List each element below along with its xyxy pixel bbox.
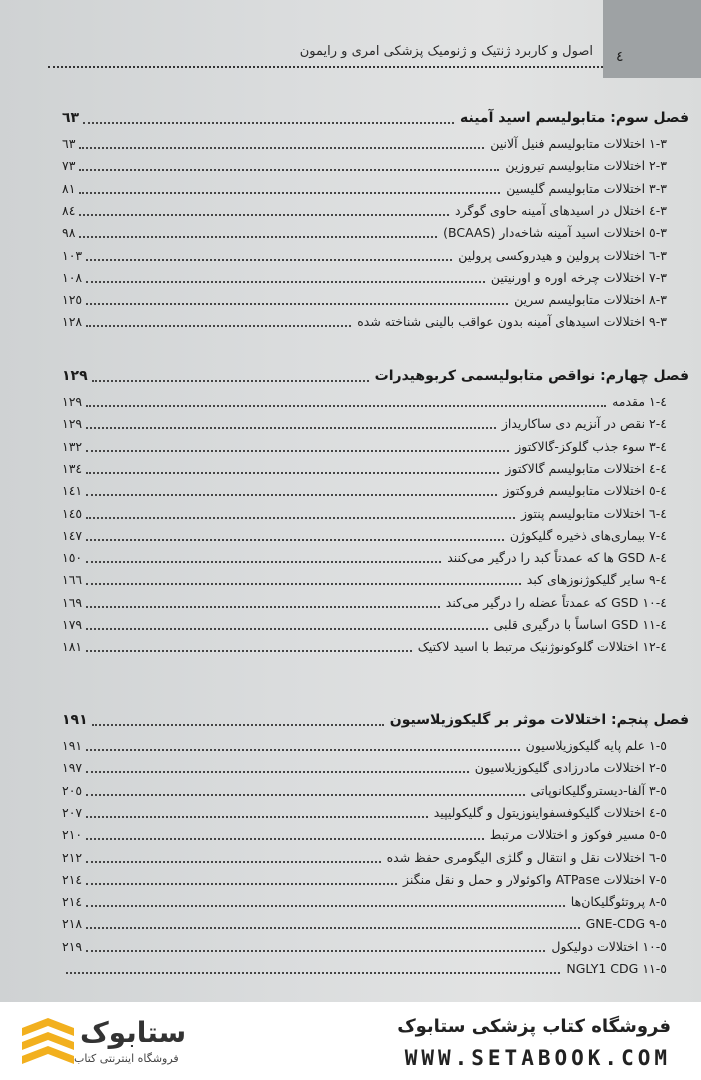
dot-leader: [86, 606, 440, 608]
toc-entry-title: ٤-٩ سایر گلیکوژنوزهای کبد: [526, 572, 667, 588]
toc-entry-title: ٥-٨ پروتئوگلیکان‌ها: [570, 894, 667, 910]
toc-entry[interactable]: [62, 617, 667, 637]
toc-entry[interactable]: [62, 916, 667, 936]
toc-entry-title: ٥-٧ اختلالات ATPase واکوئولار و حمل و نقل منگنز: [403, 871, 667, 887]
toc-entry-title: ٣-٢ اختلالات متابولیسم تیروزین: [505, 158, 667, 174]
toc-entry-title: ٣-٤ اختلال در اسیدهای آمینه حاوی گوگرد: [455, 202, 667, 218]
toc-entry-title: ٣-٥ اختلالات اسید آمینه شاخه‌دار (BCAAS): [443, 225, 667, 241]
dot-leader: [86, 281, 485, 283]
chapter-title: فصل پنجم: اختلالات موثر بر گلیکوزیلاسیون: [389, 712, 689, 728]
dot-leader: [86, 583, 521, 585]
dot-leader: [86, 861, 381, 863]
toc-entry-page: ١٦٩: [62, 594, 83, 610]
book-logo-icon: [18, 1014, 78, 1070]
toc-entry-page: ١٠٨: [62, 269, 83, 285]
toc-entry[interactable]: [62, 528, 667, 548]
dot-leader: [86, 650, 412, 652]
dot-leader: [86, 405, 606, 407]
toc-entry-page: ١٦٦: [62, 572, 83, 588]
toc-entry-page: ١٤٧: [62, 527, 83, 543]
toc-entry[interactable]: [62, 939, 667, 959]
toc-entry-title: ٤-١ مقدمه: [612, 394, 667, 409]
toc-entry-title: ٥-٦ اختلالات نقل و انتقال و گلژی الیگومری حفظ شده: [386, 849, 667, 865]
dot-leader: [86, 427, 496, 429]
dot-leader: [86, 749, 520, 751]
dot-leader: [86, 325, 351, 327]
dot-leader: [79, 236, 437, 238]
toc-entry-page: ٢١٩: [62, 938, 83, 954]
toc-entry-page: ١٧٩: [62, 617, 83, 632]
dot-leader: [86, 838, 484, 840]
toc-entry[interactable]: [62, 248, 667, 268]
toc-entry[interactable]: [62, 850, 667, 870]
dot-leader: [86, 905, 565, 907]
toc-entry-page: ١٣٢: [62, 438, 83, 454]
toc-entry-title: ٥-٥ مسیر فوکوز و اختلالات مرتبط: [489, 827, 667, 843]
toc-entry-page: ١٤٥: [62, 505, 83, 521]
logo-wordmark: ستابوک: [80, 1016, 187, 1049]
dot-leader: [86, 927, 580, 929]
toc-entry[interactable]: [62, 961, 667, 981]
footer-banner: [0, 1002, 701, 1080]
toc-entry[interactable]: [62, 439, 667, 459]
dot-leader: [86, 950, 545, 952]
dot-leader: [86, 561, 441, 563]
toc-entry[interactable]: [62, 158, 667, 178]
chapter-page-number: ١٢٩: [62, 368, 88, 384]
toc-entry-page: ٢١٠: [62, 827, 83, 843]
toc-entry-page: ١٥٠: [62, 550, 83, 566]
toc-entry[interactable]: [62, 225, 667, 245]
toc-entry-page: ٩٨: [62, 225, 76, 241]
toc-entry-page: ٢١٨: [62, 916, 83, 932]
chapter-heading[interactable]: [62, 712, 689, 734]
toc-entry[interactable]: [62, 738, 667, 758]
toc-entry[interactable]: [62, 827, 667, 847]
toc-entry[interactable]: [62, 595, 667, 615]
logo-tagline: فروشگاه اینترنتی کتاب: [74, 1052, 179, 1065]
toc-entry-title: ٤-٨ GSD ها که عمدتاً کبد را درگیر می‌کنند: [447, 550, 667, 566]
dot-leader: [86, 628, 488, 630]
chapter-title: فصل سوم: متابولیسم اسید آمینه: [460, 110, 689, 126]
dot-leader: [86, 539, 504, 541]
dot-leader: [86, 816, 428, 818]
toc-entry-page: ١٩٧: [62, 760, 83, 776]
chapter-page-number: ١٩١: [62, 712, 88, 728]
dot-leader: [86, 472, 499, 474]
toc-entry-title: ٥-٣ آلفا-دیستروگلیکانوپاتی: [530, 782, 667, 798]
toc-entry[interactable]: [62, 760, 667, 780]
toc-entry[interactable]: [62, 572, 667, 592]
toc-entry[interactable]: [62, 270, 667, 290]
toc-entry-title: ٤-١٠ GSD که عمدتاً عضله را درگیر می‌کند: [445, 594, 667, 610]
toc-entry[interactable]: [62, 483, 667, 503]
store-url[interactable]: WWW.SETABOOK.COM: [404, 1046, 671, 1070]
toc-entry[interactable]: [62, 550, 667, 570]
store-name: فروشگاه کتاب پزشکی ستابوک: [397, 1016, 671, 1037]
dot-leader: [86, 517, 515, 519]
dot-leader: [79, 214, 449, 216]
dot-leader: [86, 259, 452, 261]
toc-entry-title: ٤-١٢ اختلالات گلوکونوژنیک مرتبط با اسید لاکتیک: [417, 639, 667, 655]
toc-entry-title: ٥-٩ GNE-CDG: [585, 916, 667, 932]
dot-leader: [92, 380, 369, 382]
header-rule: [48, 66, 603, 68]
toc-entry-title: ٤-١١ GSD اساساً با درگیری قلبی: [493, 617, 667, 632]
dot-leader: [86, 771, 469, 773]
page-number: ٤: [616, 49, 624, 65]
dot-leader: [79, 169, 499, 171]
dot-leader: [79, 192, 500, 194]
toc-entry-page: ٢١٢: [62, 849, 83, 865]
toc-entry-page: ٨٤: [62, 202, 76, 218]
toc-entry-title: ٣-٧ اختلالات چرخه اوره و اورنیتین: [490, 269, 667, 285]
toc-entry-page: ١٩١: [62, 738, 83, 753]
dot-leader: [86, 883, 397, 885]
toc-entry-page: ٦٣: [62, 136, 76, 151]
chapter-title: فصل چهارم: نواقص متابولیسمی کربوهیدرات: [374, 368, 689, 384]
toc-entry-page: ١٣٤: [62, 460, 83, 476]
toc-entry[interactable]: [62, 314, 667, 334]
toc-entry[interactable]: [62, 203, 667, 223]
toc-entry-title: ٤-٥ اختلالات متابولیسم فروکتوز: [503, 483, 667, 499]
toc-entry-title: ٣-٣ اختلالات متابولیسم گلیسین: [506, 180, 667, 196]
toc-entry-page: ٢١٤: [62, 871, 83, 887]
toc-entry-title: ٥-١ علم پایه گلیکوزیلاسیون: [525, 738, 667, 753]
dot-leader: [86, 494, 497, 496]
header-tab: [603, 0, 701, 78]
toc-entry-page: ٧٣: [62, 158, 76, 174]
toc-entry[interactable]: [62, 416, 667, 436]
dot-leader: [83, 122, 454, 124]
toc-entry-page: ١٢٩: [62, 416, 83, 432]
toc-entry-title: ٣-١ اختلالات متابولیسم فنیل آلانین: [490, 136, 667, 151]
toc-entry-page: ١٠٣: [62, 247, 83, 263]
dot-leader: [92, 724, 384, 726]
dot-leader: [79, 147, 484, 149]
toc-entry[interactable]: [62, 136, 667, 156]
toc-entry-title: ٥-٤ اختلالات گلیکوفسفواینوزیتول و گلیکولیپید: [433, 804, 667, 820]
toc-entry[interactable]: [62, 872, 667, 892]
toc-entry[interactable]: [62, 292, 667, 312]
dot-leader: [66, 972, 560, 974]
toc-entry-title: ٥-١٠ اختلالات دولیکول: [551, 938, 667, 954]
toc-entry[interactable]: [62, 461, 667, 481]
chapter-page-number: ٦٣: [62, 110, 80, 126]
toc-entry[interactable]: [62, 894, 667, 914]
toc-entry[interactable]: [62, 181, 667, 201]
toc-entry-title: ٣-٨ اختلالات متابولیسم سرین: [514, 292, 667, 308]
toc-entry[interactable]: [62, 394, 667, 414]
toc-entry-title: ٤-٦ اختلالات متابولیسم پنتوز: [521, 505, 667, 521]
toc-entry-page: ١٢٥: [62, 292, 83, 308]
dot-leader: [86, 450, 509, 452]
toc-entry[interactable]: [62, 805, 667, 825]
dot-leader: [86, 794, 525, 796]
toc-entry-page: ٨١: [62, 180, 76, 196]
chapter-heading[interactable]: [62, 368, 689, 390]
toc-entry[interactable]: [62, 506, 667, 526]
toc-entry-title: ٥-١١ NGLY1 CDG: [566, 961, 667, 976]
toc-entry-title: ٤-٧ بیماری‌های ذخیره گلیکوژن: [509, 527, 667, 543]
chapter-heading[interactable]: [62, 110, 689, 132]
dot-leader: [86, 303, 508, 305]
toc-entry-page: ١٢٨: [62, 314, 83, 330]
toc-entry-page: ١٤١: [62, 483, 83, 499]
toc-entry-title: ٣-٦ اختلالات پرولین و هیدروکسی پرولین: [458, 247, 667, 263]
toc-entry-title: ٣-٩ اختلالات اسیدهای آمینه بدون عواقب بالینی شناخته شده: [357, 314, 667, 330]
toc-entry-page: ٢١٤: [62, 894, 83, 910]
toc-entry[interactable]: [62, 639, 667, 659]
toc-entry-page: ٢٠٧: [62, 804, 83, 820]
setabook-logo[interactable]: [18, 1014, 268, 1070]
toc-entry-page: ١٨١: [62, 639, 83, 655]
toc-entry-title: ٤-٢ نقص در آنزیم دی ساکاریداز: [501, 416, 667, 432]
toc-entry[interactable]: [62, 783, 667, 803]
running-title: اصول و کاربرد ژنتیک و ژنومیک پزشکی امری و رایمون: [299, 44, 593, 59]
toc-entry-title: ٤-٤ اختلالات متابولیسم گالاکتوز: [505, 460, 667, 476]
toc-entry-page: ٢٠٥: [62, 782, 83, 798]
toc-entry-title: ٥-٢ اختلالات مادرزادی گلیکوزیلاسیون: [474, 760, 667, 776]
toc-entry-page: ١٢٩: [62, 394, 83, 409]
toc-entry-title: ٤-٣ سوء جذب گلوکز-گالاکتوز: [515, 438, 667, 454]
